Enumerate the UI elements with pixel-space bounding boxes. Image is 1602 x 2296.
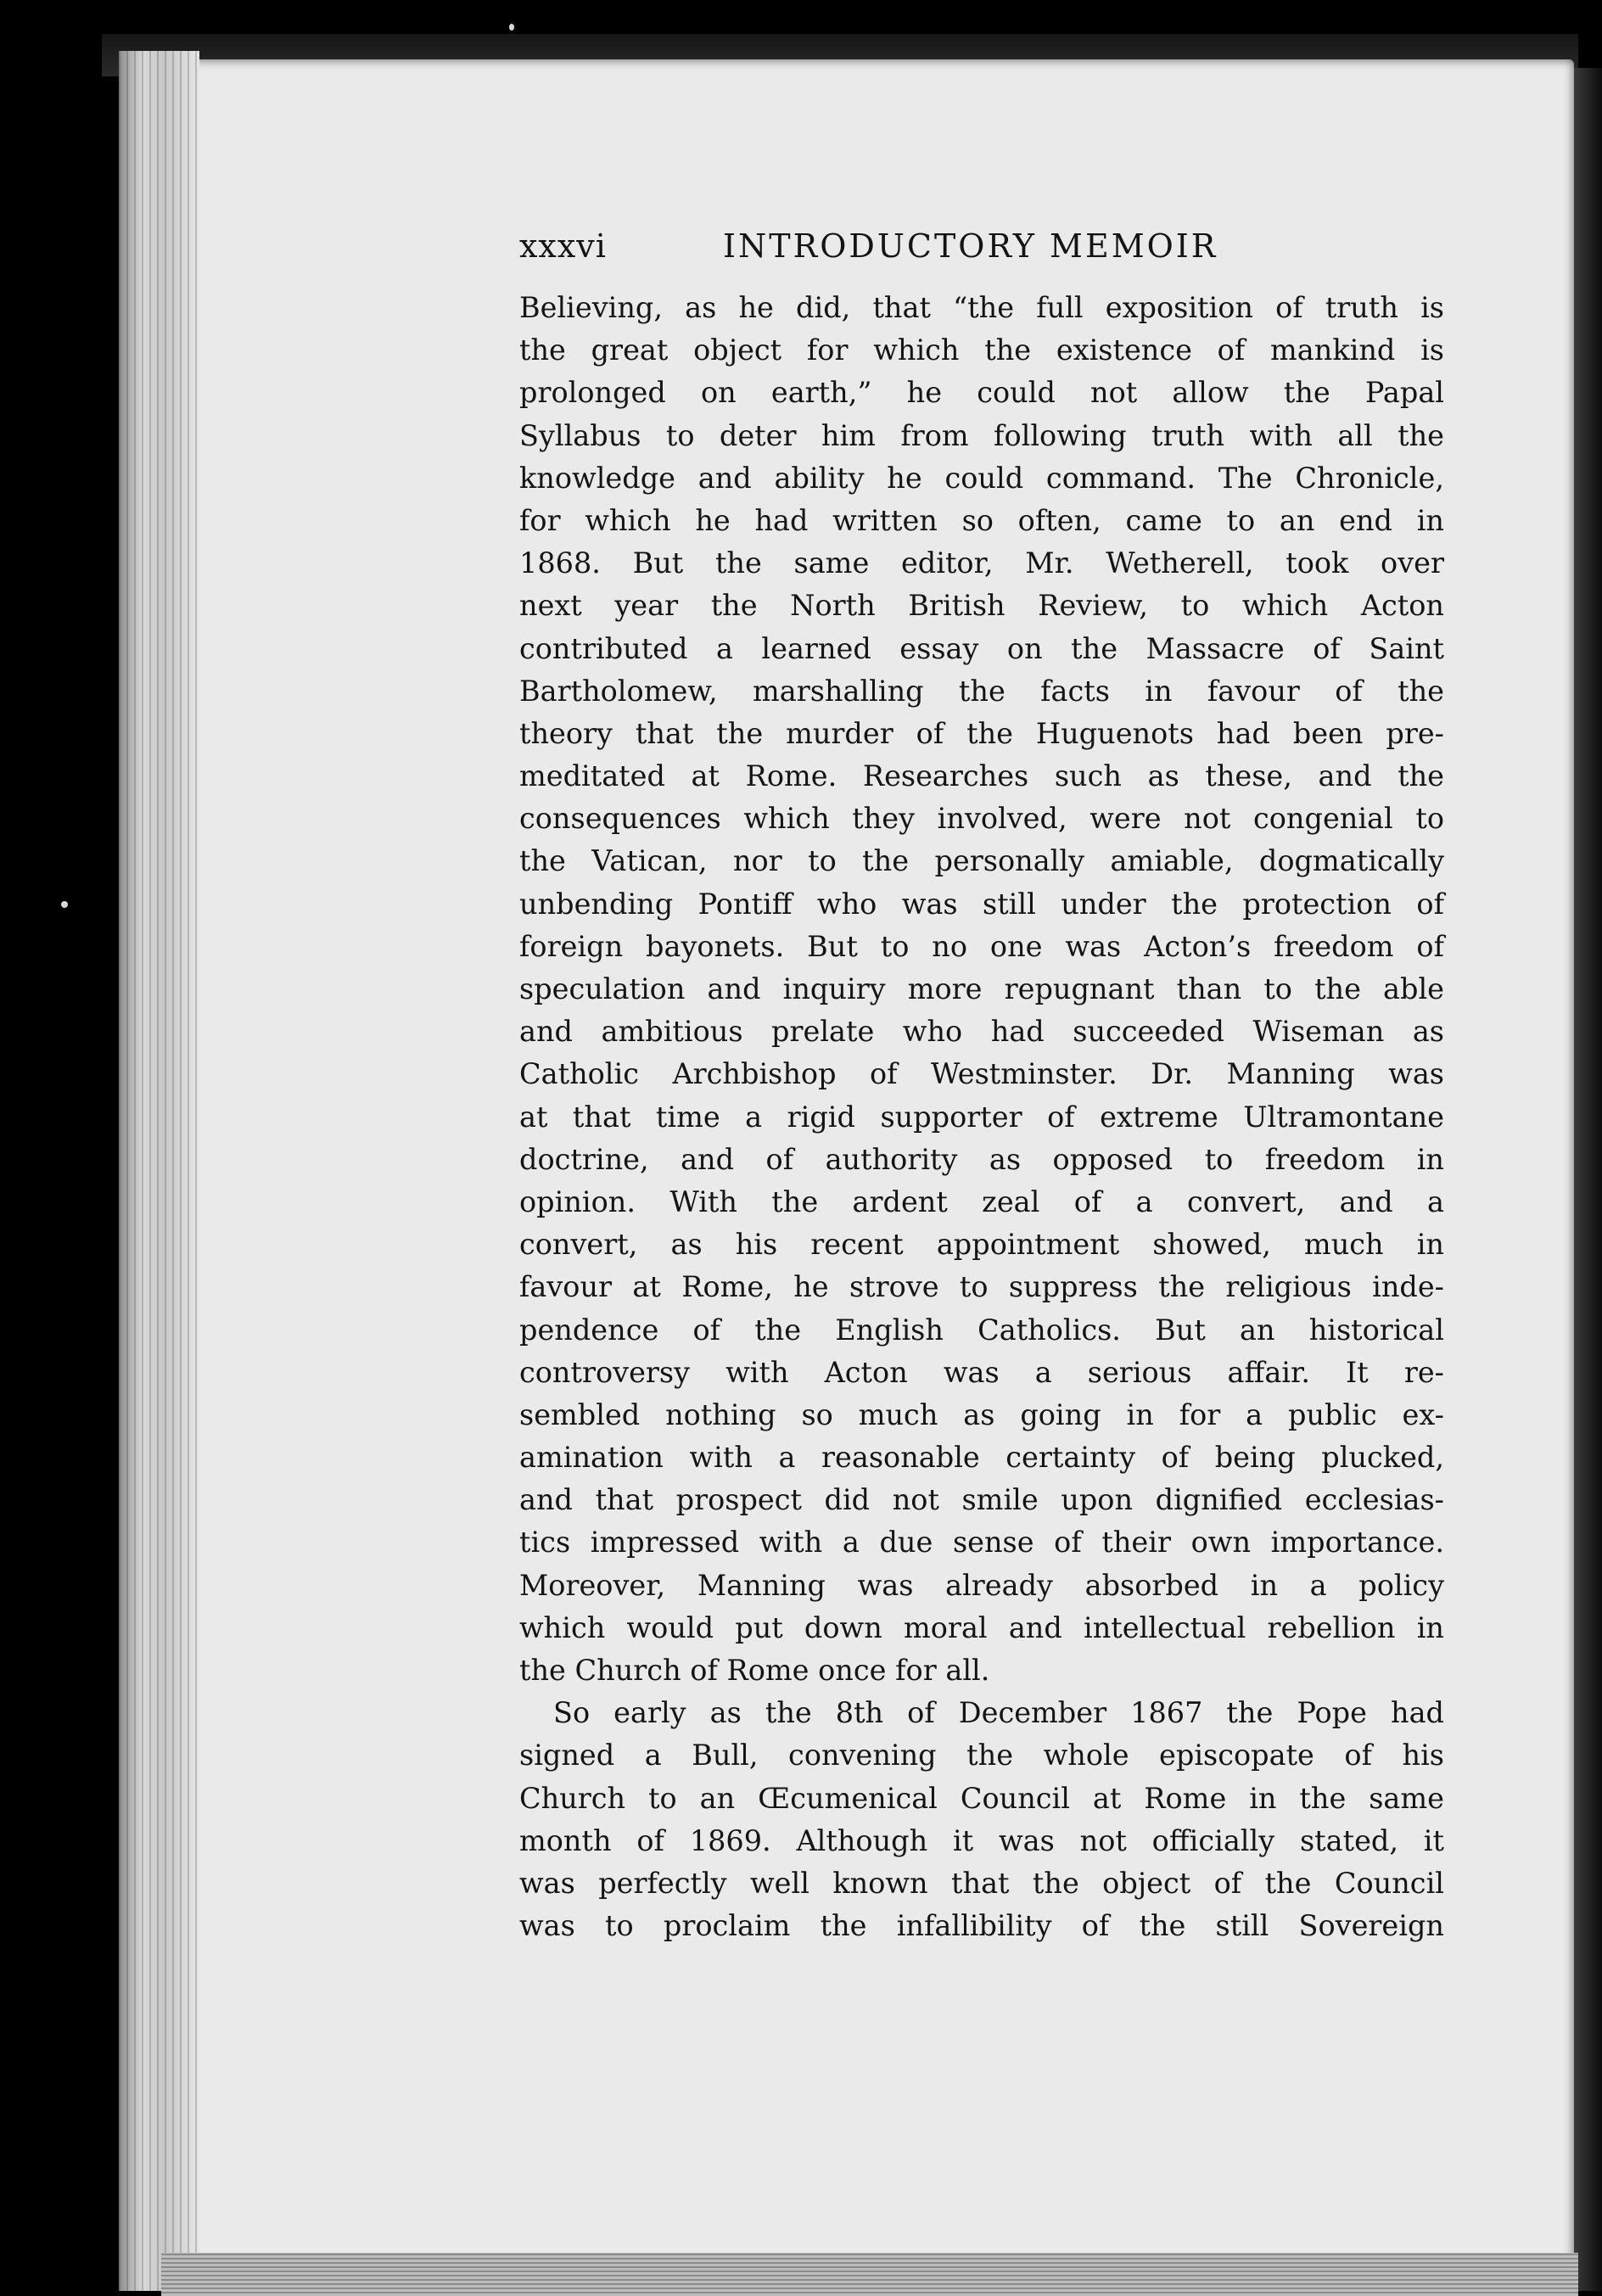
page-header: [519, 219, 1444, 287]
text-line: Bartholomew, marshalling the facts in favour of the: [519, 674, 1444, 708]
text-line: consequences which they involved, were not congenial to: [519, 802, 1444, 836]
text-line: was perfectly well known that the object of the Council: [519, 1866, 1444, 1900]
page-number: xxxvi: [519, 227, 607, 265]
text-line: at that time a rigid supporter of extreme Ultramontane: [519, 1100, 1444, 1134]
text-line: Church to an Œcumenical Council at Rome in the same: [519, 1781, 1444, 1815]
text-line: Syllabus to deter him from following truth with all the: [519, 418, 1444, 452]
text-line: for which he had written so often, came to an end in: [519, 503, 1444, 537]
text-line: the Church of Rome once for all.: [519, 1654, 990, 1687]
right-page-edge: [1574, 68, 1602, 2291]
text-line: prolonged on earth,” he could not allow the Papal: [519, 376, 1444, 410]
text-line: contributed a learned essay on the Massacre of Saint: [519, 631, 1444, 665]
page-content: [519, 219, 1444, 1947]
text-line: which would put down moral and intellectual rebellion in: [519, 1610, 1444, 1644]
bottom-page-edges: [161, 2253, 1578, 2296]
text-line: was to proclaim the infallibility of the still Sovereign: [519, 1909, 1444, 1943]
text-line: and that prospect did not smile upon dignified ecclesias-: [519, 1483, 1444, 1517]
text-line: favour at Rome, he strove to suppress the religious inde-: [519, 1270, 1444, 1304]
book-gutter: [119, 51, 199, 2291]
text-line: Moreover, Manning was already absorbed in a policy: [519, 1568, 1444, 1602]
text-line: knowledge and ability he could command. The Chronicle,: [519, 461, 1444, 495]
text-line: So early as the 8th of December 1867 the Pope had: [553, 1696, 1444, 1730]
text-line: doctrine, and of authority as opposed to freedom in: [519, 1142, 1444, 1176]
text-line: sembled nothing so much as going in for a public ex-: [519, 1397, 1444, 1431]
text-line: speculation and inquiry more repugnant than to the able: [519, 972, 1444, 1005]
text-line: and ambitious prelate who had succeeded Wiseman as: [519, 1015, 1444, 1049]
text-line: Catholic Archbishop of Westminster. Dr. Manning was: [519, 1057, 1444, 1091]
text-line: Believing, as he did, that “the full exposition of truth is: [519, 291, 1444, 324]
running-head: INTRODUCTORY MEMOIR: [723, 227, 1218, 265]
text-line: unbending Pontiff who was still under the protection of: [519, 887, 1444, 921]
text-line: convert, as his recent appointment showed, much in: [519, 1228, 1444, 1262]
text-line: 1868. But the same editor, Mr. Wetherell, took over: [519, 546, 1444, 580]
text-line: foreign bayonets. But to no one was Acton’s freedom of: [519, 929, 1444, 963]
text-line: next year the North British Review, to which Acton: [519, 589, 1444, 623]
text-line: the Vatican, nor to the personally amiable, dogmatically: [519, 844, 1444, 878]
scan-speck: [509, 24, 514, 31]
text-line: meditated at Rome. Researches such as these, and the: [519, 759, 1444, 793]
text-line: month of 1869. Although it was not officially stated, it: [519, 1823, 1444, 1857]
scan-speck: [61, 901, 68, 908]
text-line: amination with a reasonable certainty of being plucked,: [519, 1441, 1444, 1475]
paragraph-1: [519, 287, 1444, 1692]
text-line: signed a Bull, convening the whole episcopate of his: [519, 1739, 1444, 1772]
text-line: tics impressed with a due sense of their own importance.: [519, 1526, 1444, 1560]
text-line: theory that the murder of the Huguenots had been pre-: [519, 716, 1444, 750]
text-line: opinion. With the ardent zeal of a convert, and a: [519, 1184, 1444, 1218]
paragraph-2: [519, 1692, 1444, 1947]
text-line: controversy with Acton was a serious affair. It re-: [519, 1355, 1444, 1389]
text-line: the great object for which the existence of mankind is: [519, 333, 1444, 367]
text-line: pendence of the English Catholics. But an historical: [519, 1313, 1444, 1347]
